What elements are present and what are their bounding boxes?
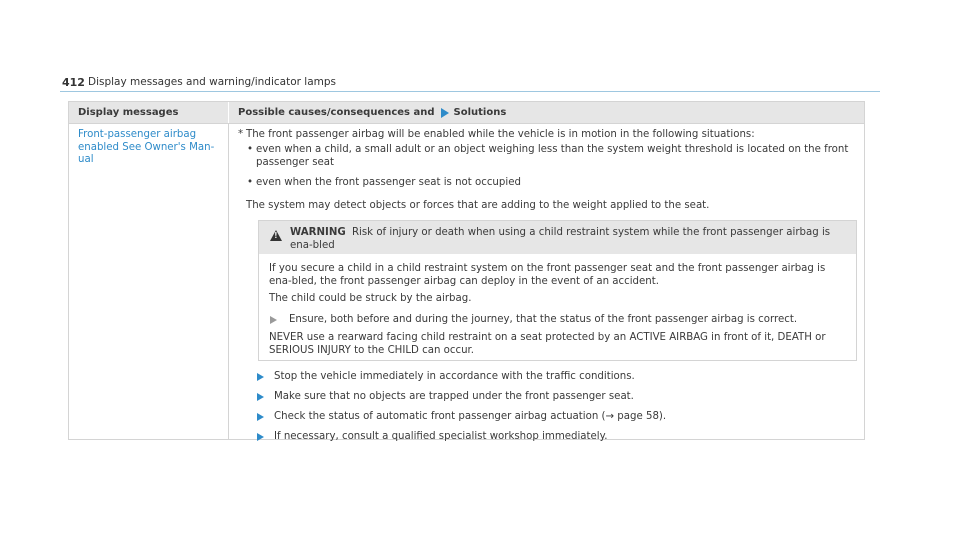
list-item: • even when the front passenger seat is not occupied	[247, 177, 521, 188]
warning-header	[259, 221, 856, 254]
header-causes-solutions: Possible causes/consequences and Solutions	[238, 107, 507, 118]
page-number: 412	[62, 76, 85, 89]
warning-label: WARNING	[290, 227, 346, 238]
arrow-right-icon	[270, 316, 277, 324]
solution-step: If necessary, consult a qualified specialist workshop immediately.	[274, 431, 864, 444]
arrow-right-icon	[257, 373, 264, 381]
footnote-marker: *	[238, 129, 244, 140]
solution-step: Stop the vehicle immediately in accordance with the traffic conditions.	[274, 371, 864, 384]
arrow-right-icon	[441, 108, 449, 118]
page-title: Display messages and warning/indicator lamps	[88, 76, 336, 88]
warning-paragraph: NEVER use a rearward facing child restraint on a seat protected by an ACTIVE AIRBAG in front of it, DEATH or SERIOUS INJURY to the CHILD can occur.	[269, 332, 826, 356]
arrow-right-icon	[257, 413, 264, 421]
warning-triangle-icon	[270, 230, 282, 241]
list-item: • even when a child, a small adult or an object weighing less than the system weight threshold is located on the front passenger seat	[247, 144, 849, 168]
warning-paragraph: If you secure a child in a child restraint system on the front passenger seat and the front passenger airbag is ena-bled, the front passenger airbag can deploy in the event of an accident.	[269, 263, 826, 287]
warning-paragraph: The child could be struck by the airbag.	[269, 293, 472, 304]
warning-text: Risk of injury or death when using a child restraint system while the front passenger airbag is ena-bled	[290, 227, 831, 251]
arrow-right-icon	[257, 433, 264, 441]
solution-step: Check the status of automatic front passenger airbag actuation (→ page 58).	[274, 411, 864, 424]
page-header	[60, 74, 880, 92]
footnote	[238, 129, 856, 142]
display-message-text: Front-passenger airbag enabled See Owner's Man-ual	[78, 129, 215, 165]
solution-step: Make sure that no objects are trapped under the front passenger seat.	[274, 391, 864, 404]
bullet-icon: •	[247, 177, 254, 188]
display-messages-table	[68, 101, 865, 440]
header-display-messages: Display messages	[78, 107, 179, 118]
table-header	[69, 102, 864, 124]
footnote-text: The front passenger airbag will be enabled while the vehicle is in motion in the following situations:	[246, 129, 755, 140]
warning-box	[258, 220, 857, 361]
bullet-icon: •	[247, 144, 254, 155]
arrow-right-icon	[257, 393, 264, 401]
warning-instruction: Ensure, both before and during the journey, that the status of the front passenger airbag is correct.	[269, 314, 849, 327]
system-detect-text: The system may detect objects or forces that are adding to the weight applied to the seat.	[246, 200, 710, 211]
